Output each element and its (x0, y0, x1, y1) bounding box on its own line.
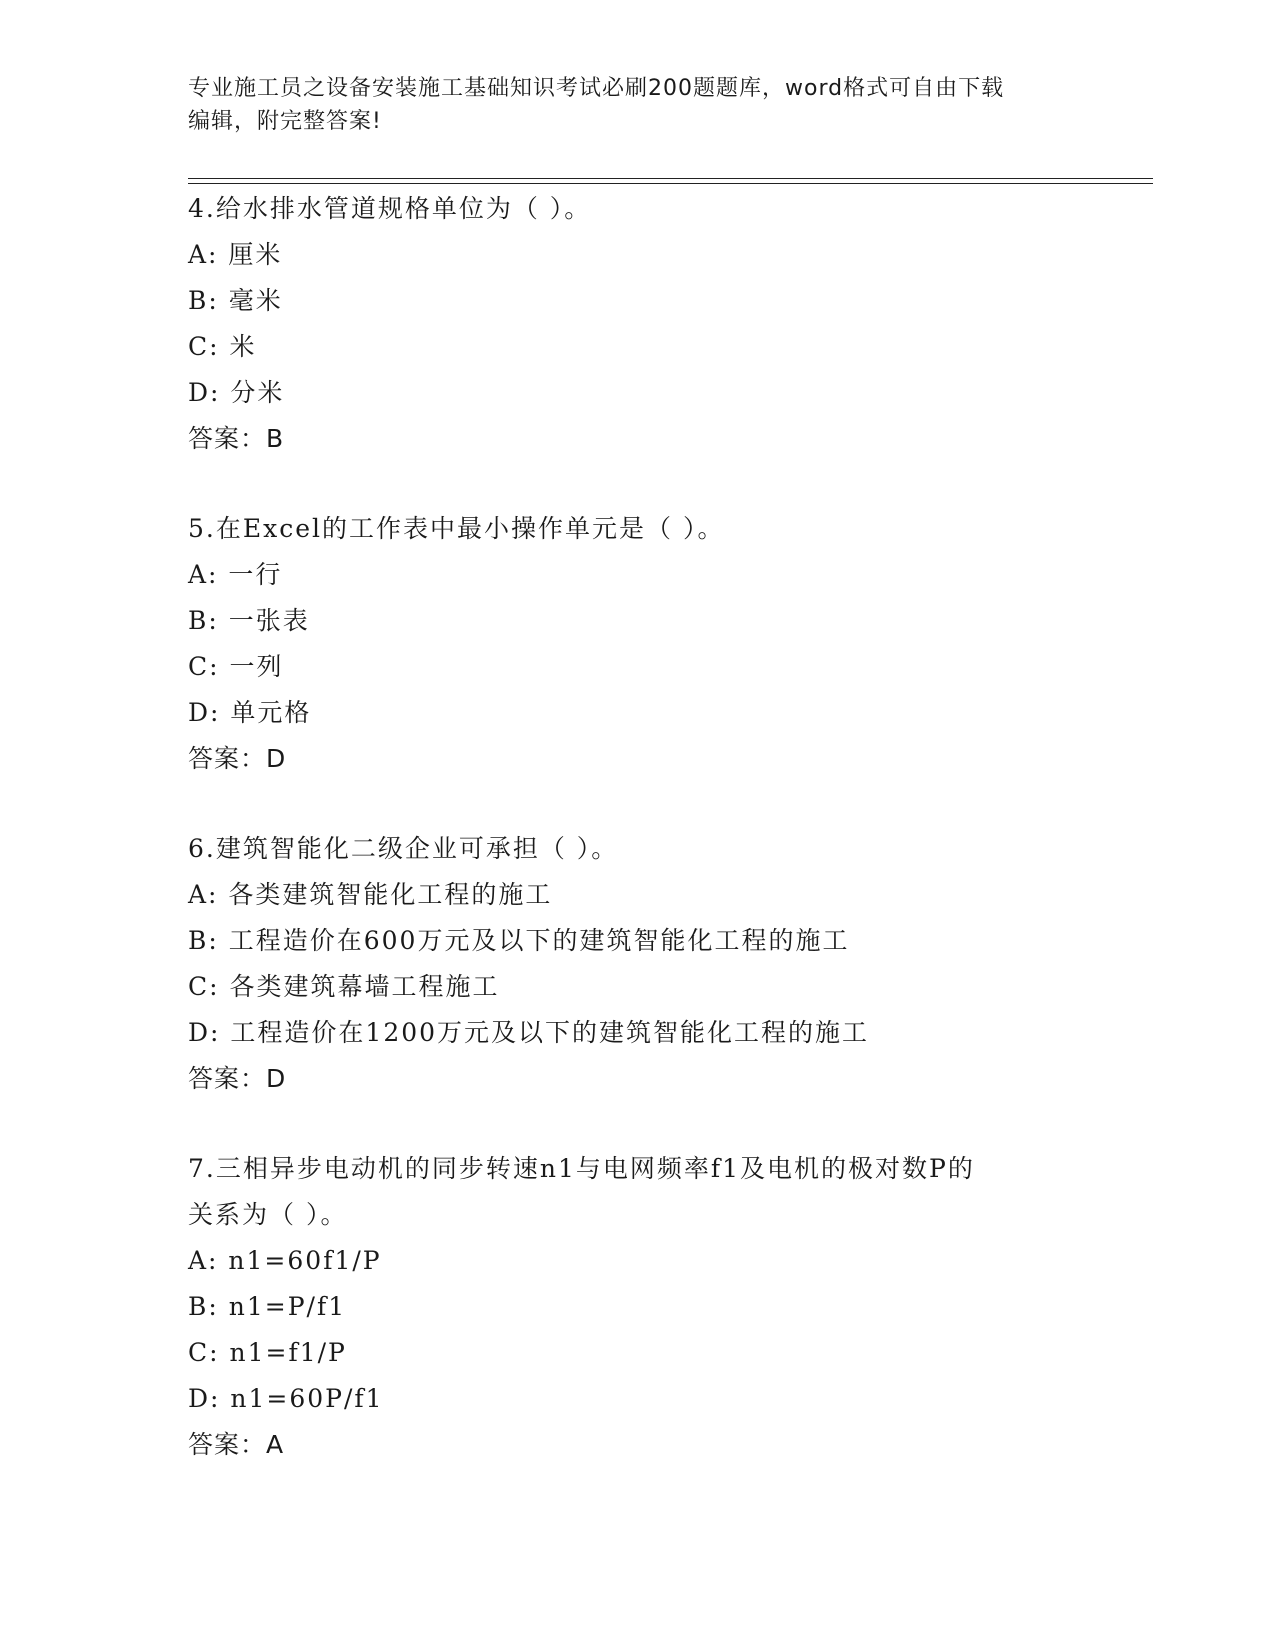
option-b: B: n1=P/f1 (188, 1292, 347, 1321)
question-stem-line-2: 关系为（ ）。 (188, 1200, 348, 1229)
option-b: B: 工程造价在600万元及以下的建筑智能化工程的施工 (188, 926, 850, 955)
question-stem: 6.建筑智能化二级企业可承担（ ）。 (188, 834, 619, 863)
option-c: C: 各类建筑幕墙工程施工 (188, 972, 500, 1001)
option-a: A: n1=60f1/P (188, 1246, 382, 1275)
option-d: D: 单元格 (188, 698, 312, 727)
option-c: C: 米 (188, 332, 257, 361)
option-b: B: 毫米 (188, 286, 283, 315)
question-5 (188, 506, 1088, 782)
header-line-2: 编辑，附完整答案! (188, 109, 382, 134)
header-line-1: 专业施工员之设备安装施工基础知识考试必刷200题题库，word格式可自由下载 (188, 76, 1005, 101)
option-a: A: 各类建筑智能化工程的施工 (188, 880, 553, 909)
question-stem: 4.给水排水管道规格单位为（ ）。 (188, 194, 592, 223)
answer-label: 答案：A (188, 1430, 285, 1459)
question-6 (188, 826, 1088, 1102)
option-d: D: 分米 (188, 378, 285, 407)
answer-label: 答案：D (188, 1064, 287, 1093)
answer-label: 答案：D (188, 744, 287, 773)
option-c: C: n1=f1/P (188, 1338, 347, 1367)
header-divider-top (188, 178, 1153, 179)
question-4 (188, 186, 1088, 462)
question-stem-line-1: 7.三相异步电动机的同步转速n1与电网频率f1及电机的极对数P的 (188, 1154, 975, 1183)
option-d: D: n1=60P/f1 (188, 1384, 384, 1413)
question-7 (188, 1146, 1088, 1468)
answer-label: 答案：B (188, 424, 285, 453)
document-header (188, 72, 1088, 138)
option-b: B: 一张表 (188, 606, 310, 635)
option-d: D: 工程造价在1200万元及以下的建筑智能化工程的施工 (188, 1018, 870, 1047)
option-c: C: 一列 (188, 652, 284, 681)
option-a: A: 一行 (188, 560, 283, 589)
header-divider-bottom (188, 183, 1153, 184)
option-a: A: 厘米 (188, 240, 283, 269)
question-stem: 5.在Excel的工作表中最小操作单元是（ ）。 (188, 514, 725, 543)
